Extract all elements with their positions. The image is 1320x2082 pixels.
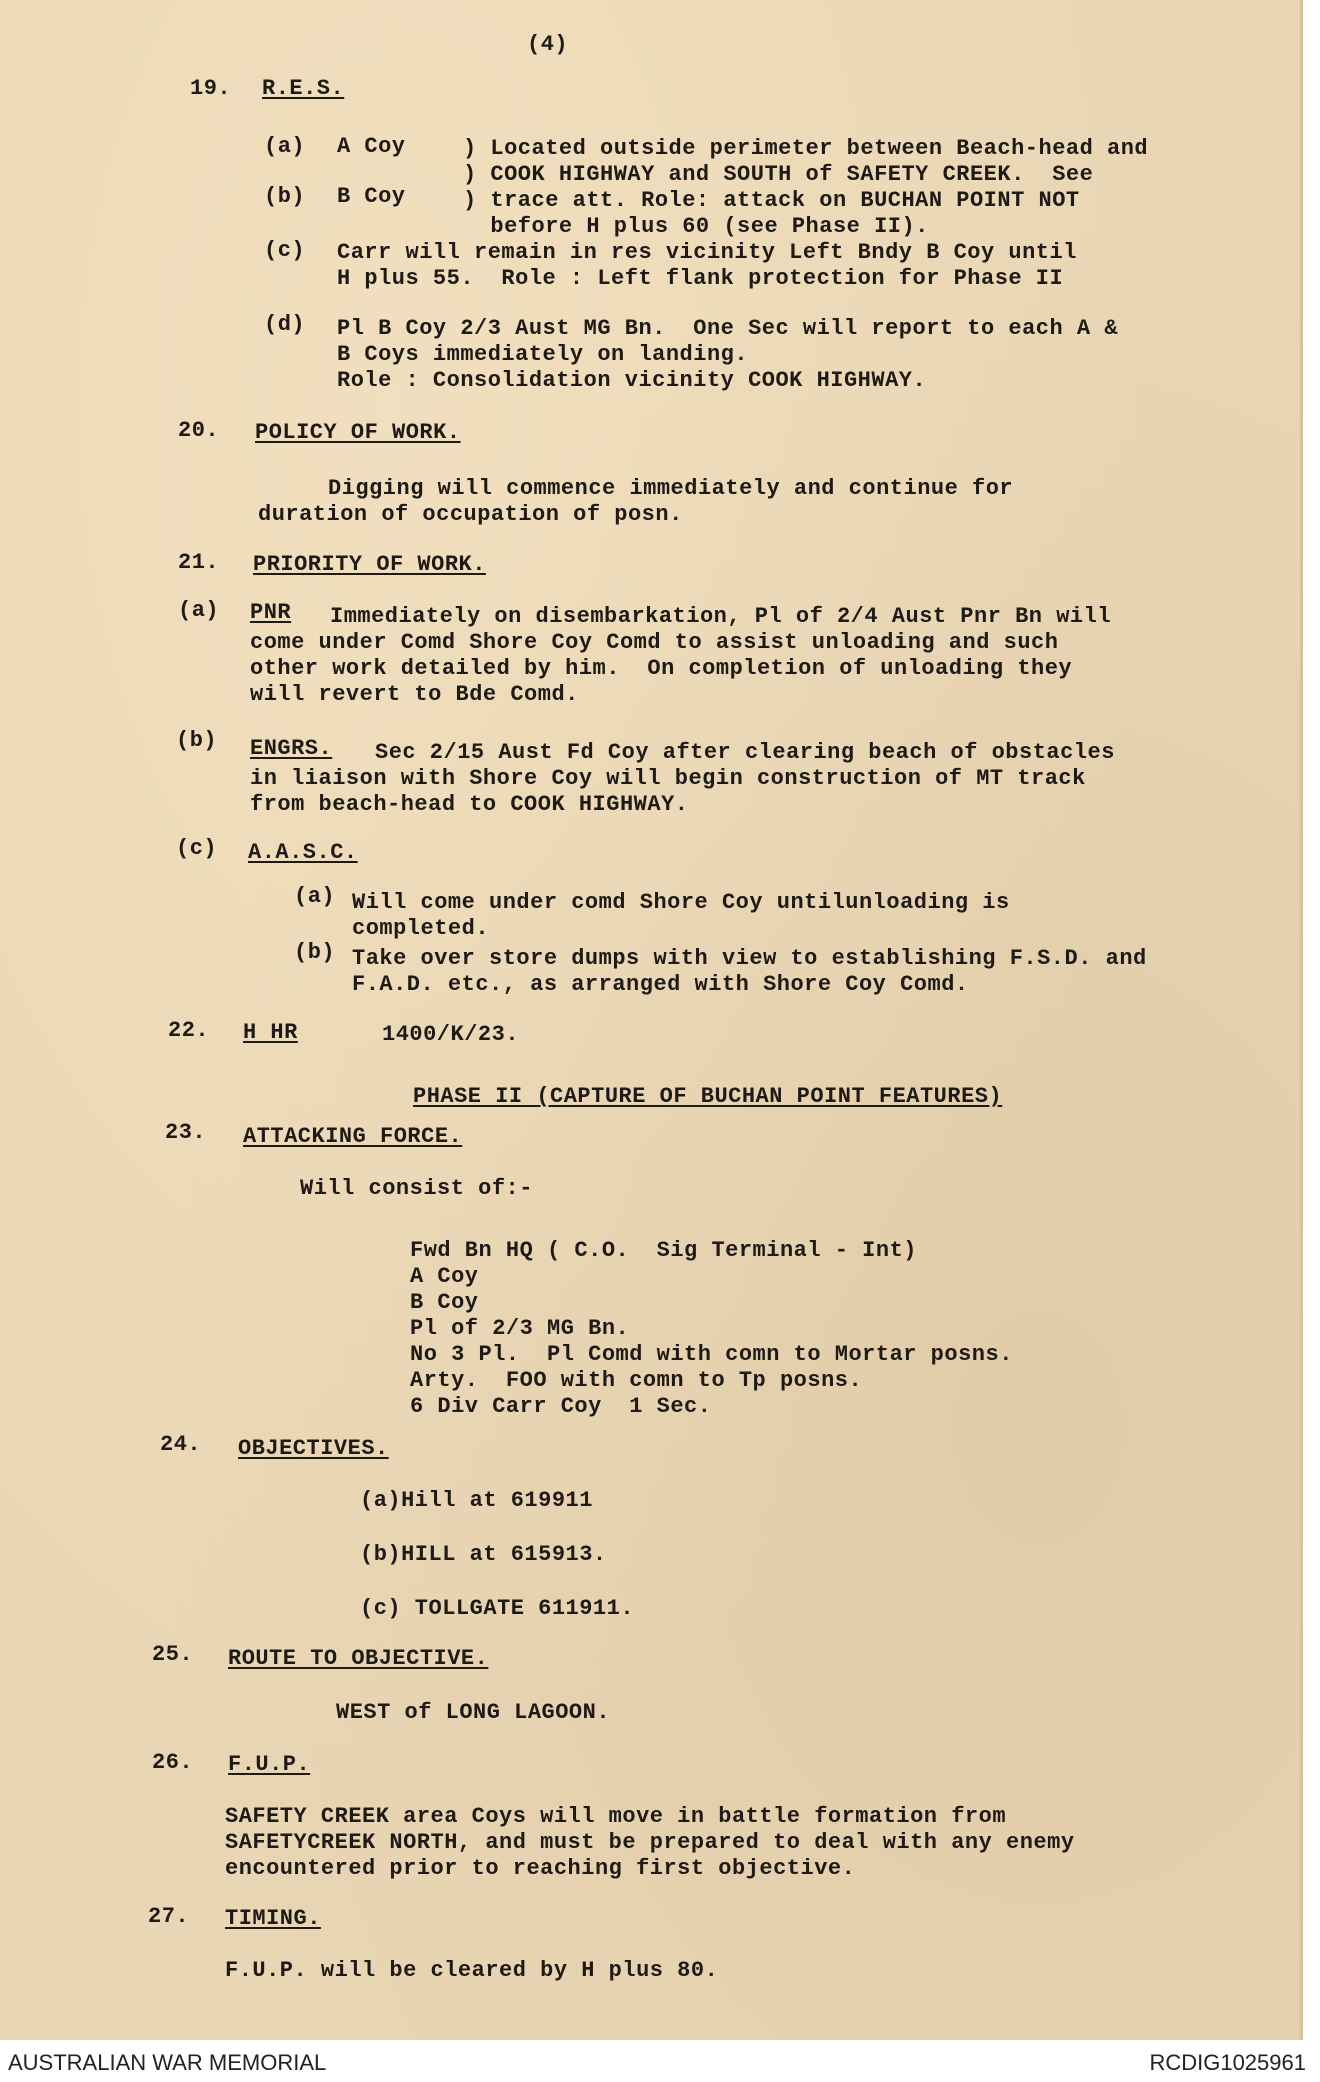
- para-21c-b-line-1: Take over store dumps with view to establishing F.S.D. and: [352, 946, 1147, 971]
- para-27-number: 27.: [148, 1904, 190, 1929]
- para-19d-line-1: Pl B Coy 2/3 Aust MG Bn. One Sec will report to each A &: [337, 316, 1119, 341]
- para-23-heading: ATTACKING FORCE.: [243, 1124, 463, 1149]
- para-23-number: 23.: [165, 1120, 207, 1145]
- para-26-line-1: SAFETY CREEK area Coys will move in battle formation from: [225, 1804, 1007, 1829]
- para-19d-line-2: B Coys immediately on landing.: [337, 342, 749, 367]
- para-25-number: 25.: [152, 1642, 194, 1667]
- para-21c-a-label: (a): [294, 884, 336, 909]
- para-26-line-3: encountered prior to reaching first objective.: [225, 1856, 856, 1881]
- para-23-intro: Will consist of:-: [300, 1176, 533, 1201]
- para-22-number: 22.: [168, 1018, 210, 1043]
- para-19a-text: A Coy: [337, 134, 406, 159]
- footer-archive-name: AUSTRALIAN WAR MEMORIAL: [8, 2050, 327, 2075]
- footer-record-id: RCDIG1025961: [1149, 2050, 1306, 2075]
- para-19ab-desc-4: before H plus 60 (see Phase II).: [463, 214, 929, 239]
- para-21a-line-4: will revert to Bde Comd.: [250, 682, 579, 707]
- para-25-text: WEST of LONG LAGOON.: [336, 1700, 611, 1725]
- para-19ab-desc-3: ) trace att. Role: attack on BUCHAN POINT NOT: [463, 188, 1080, 213]
- para-25-heading: ROUTE TO OBJECTIVE.: [228, 1646, 489, 1671]
- para-21c-heading: A.A.S.C.: [248, 840, 358, 865]
- para-19ab-desc-1: ) Located outside perimeter between Beach-head and: [463, 136, 1149, 161]
- para-24-item-3: (c) TOLLGATE 611911.: [360, 1596, 635, 1621]
- para-21-number: 21.: [178, 550, 220, 575]
- para-21b-line-1: Sec 2/15 Aust Fd Coy after clearing beach of obstacles: [375, 740, 1115, 765]
- para-21c-a-line-1: Will come under comd Shore Coy untilunloading is: [352, 890, 1010, 915]
- para-19-heading: R.E.S.: [262, 76, 345, 101]
- para-22-text: 1400/K/23.: [382, 1022, 520, 1047]
- para-23-item-4: Pl of 2/3 MG Bn.: [410, 1316, 630, 1341]
- para-21c-a-line-2: completed.: [352, 916, 490, 941]
- footer: [0, 2040, 1320, 2082]
- para-23-item-6: Arty. FOO with comn to Tp posns.: [410, 1368, 863, 1393]
- para-21c-b-line-2: F.A.D. etc., as arranged with Shore Coy Comd.: [352, 972, 969, 997]
- para-21a-line-1: Immediately on disembarkation, Pl of 2/4 Aust Pnr Bn will: [330, 604, 1112, 629]
- para-20-number: 20.: [178, 418, 220, 443]
- para-24-heading: OBJECTIVES.: [238, 1436, 389, 1461]
- para-21b-heading: ENGRS.: [250, 736, 333, 761]
- para-27-heading: TIMING.: [225, 1906, 321, 1931]
- para-23-item-3: B Coy: [410, 1290, 479, 1315]
- para-23-item-7: 6 Div Carr Coy 1 Sec.: [410, 1394, 712, 1419]
- para-22-heading: H HR: [243, 1020, 298, 1045]
- para-23-item-2: A Coy: [410, 1264, 479, 1289]
- para-21c-b-label: (b): [294, 940, 336, 965]
- para-19c-label: (c): [264, 238, 306, 263]
- para-20-line-2: duration of occupation of posn.: [258, 502, 683, 527]
- para-19d-label: (d): [264, 312, 306, 337]
- phase-title: PHASE II (CAPTURE OF BUCHAN POINT FEATURES): [413, 1084, 1003, 1109]
- para-24-item-2: (b)HILL at 615913.: [360, 1542, 607, 1567]
- para-27-text: F.U.P. will be cleared by H plus 80.: [225, 1958, 719, 1983]
- para-24-item-1: (a)Hill at 619911: [360, 1488, 593, 1513]
- para-21a-line-2: come under Comd Shore Coy Comd to assist unloading and such: [250, 630, 1059, 655]
- para-21-heading: PRIORITY OF WORK.: [253, 552, 486, 577]
- para-19ab-desc-2: ) COOK HIGHWAY and SOUTH of SAFETY CREEK. See: [463, 162, 1094, 187]
- para-23-item-1: Fwd Bn HQ ( C.O. Sig Terminal - Int): [410, 1238, 917, 1263]
- para-21b-line-2: in liaison with Shore Coy will begin construction of MT track: [250, 766, 1086, 791]
- para-20-heading: POLICY OF WORK.: [255, 420, 461, 445]
- para-21a-line-3: other work detailed by him. On completion of unloading they: [250, 656, 1073, 681]
- para-21a-label: (a): [178, 598, 220, 623]
- para-19b-text: B Coy: [337, 184, 406, 209]
- para-19a-label: (a): [264, 134, 306, 159]
- para-19c-line-1: Carr will remain in res vicinity Left Bndy B Coy until: [337, 240, 1077, 265]
- para-21b-line-3: from beach-head to COOK HIGHWAY.: [250, 792, 689, 817]
- para-26-number: 26.: [152, 1750, 194, 1775]
- para-23-item-5: No 3 Pl. Pl Comd with comn to Mortar posns.: [410, 1342, 1013, 1367]
- para-20-line-1: Digging will commence immediately and continue for: [328, 476, 1014, 501]
- para-21c-label: (c): [176, 836, 218, 861]
- para-26-heading: F.U.P.: [228, 1752, 311, 1777]
- para-21b-label: (b): [176, 728, 218, 753]
- para-24-number: 24.: [160, 1432, 202, 1457]
- page-number: (4): [527, 32, 569, 57]
- para-19c-line-2: H plus 55. Role : Left flank protection for Phase II: [337, 266, 1064, 291]
- para-21a-heading: PNR: [250, 600, 292, 625]
- para-19d-line-3: Role : Consolidation vicinity COOK HIGHWAY.: [337, 368, 927, 393]
- para-26-line-2: SAFETYCREEK NORTH, and must be prepared to deal with any enemy: [225, 1830, 1075, 1855]
- para-19b-label: (b): [264, 184, 306, 209]
- para-19-number: 19.: [190, 76, 232, 101]
